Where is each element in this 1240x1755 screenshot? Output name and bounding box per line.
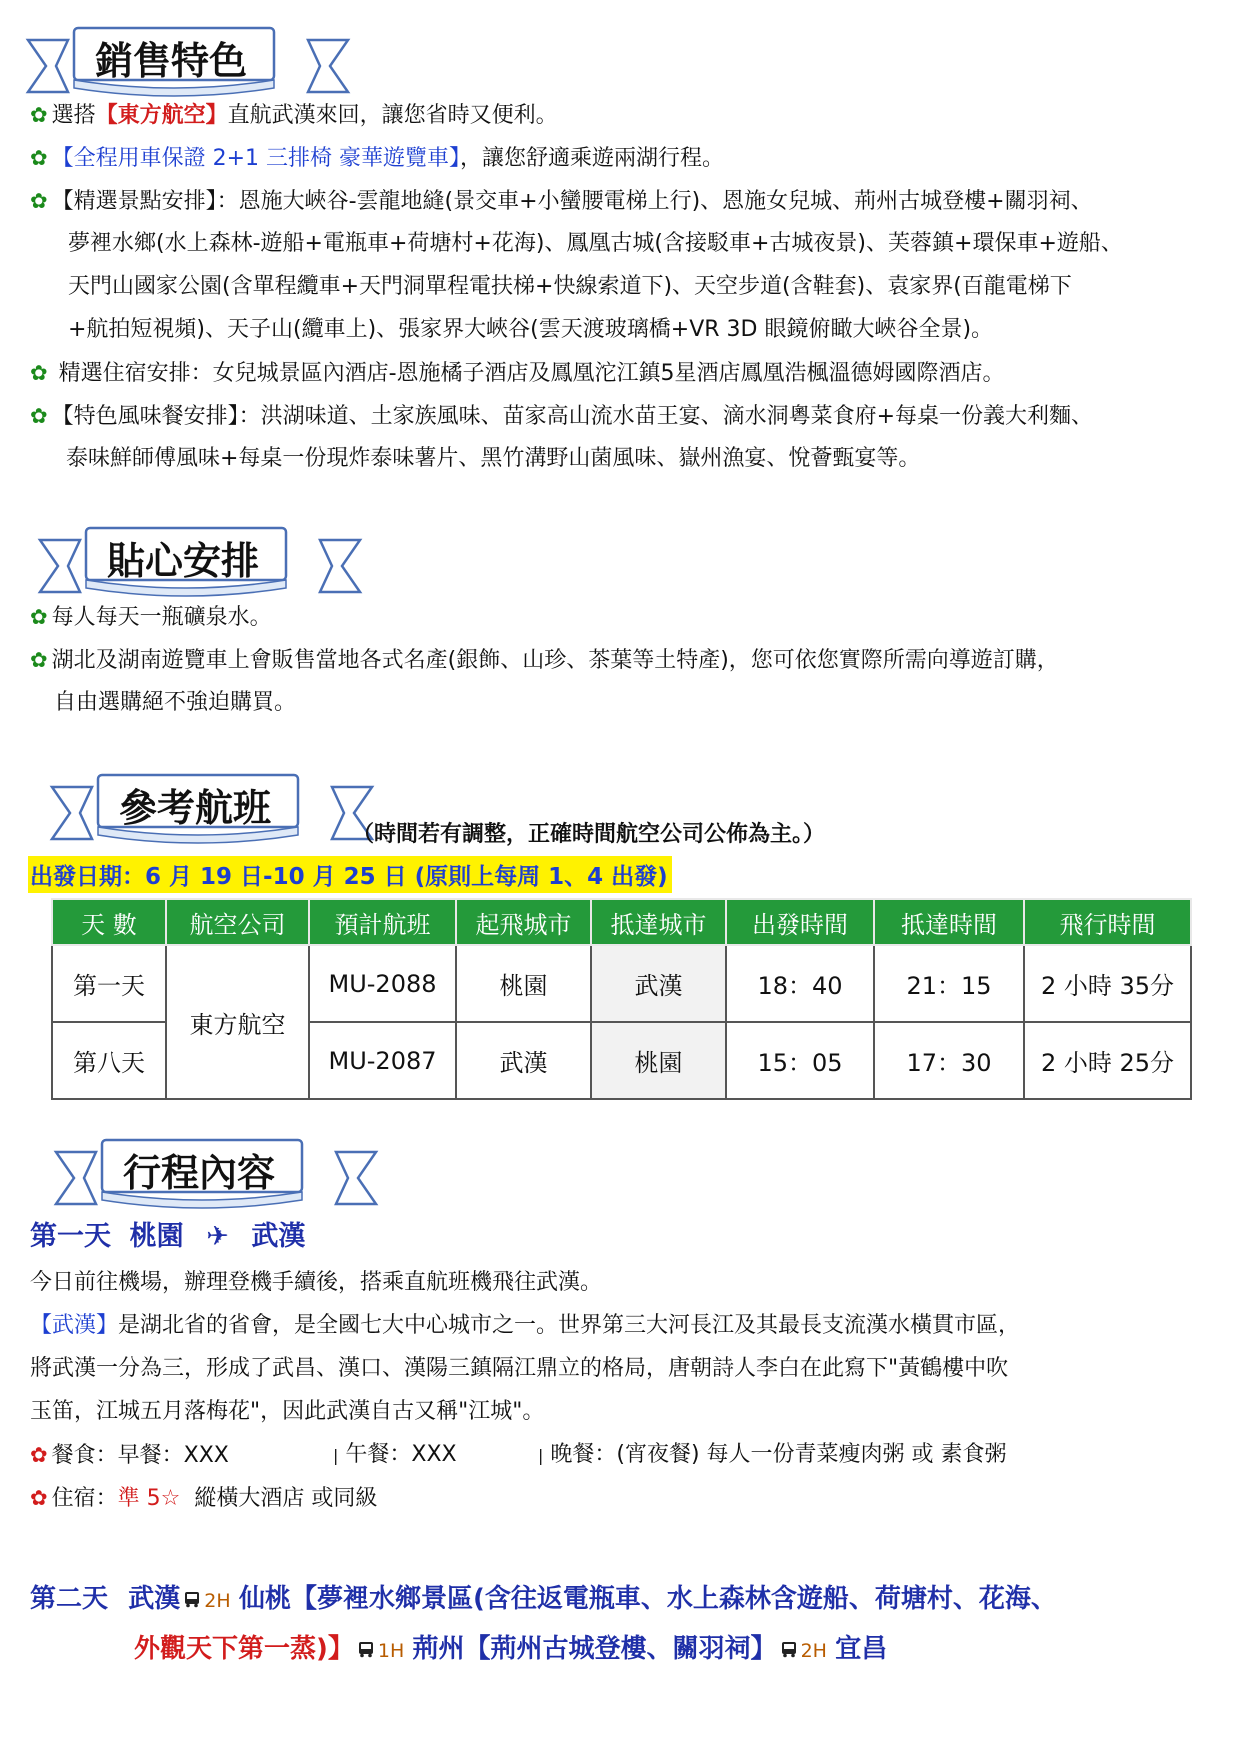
plane-icon: ✈ xyxy=(206,1221,229,1252)
cell-dep: 18：40 xyxy=(726,945,874,1022)
flower-icon: ✿ xyxy=(30,189,48,213)
table-row xyxy=(52,945,1191,1022)
list-item: ✿ 精選住宿安排：女兒城景區內酒店-恩施橘子酒店及鳳凰沱江鎮5星酒店鳳凰浩楓溫德姆國際酒店。 xyxy=(30,361,1005,386)
cell-flight: MU-2088 xyxy=(309,945,456,1022)
list-item-cont: 天門山國家公園(含單程纜車+天門洞單程電扶梯+快線索道下)、天空步道(含鞋套)、袁家界(百龍電梯下 xyxy=(68,274,1072,299)
flight-note: （時間若有調整，正確時間航空公司公佈為主。） xyxy=(352,822,826,847)
meals: ✿ 餐食：早餐：XXX xyxy=(30,1443,229,1468)
flower-icon: ✿ xyxy=(30,605,48,629)
list-item: ✿ 每人每天一瓶礦泉水。 xyxy=(30,605,272,630)
meals-dinner: | 晚餐：(宵夜餐) 每人一份青菜瘦肉粥 或 素食粥 xyxy=(538,1442,1007,1467)
flower-icon: ✿ xyxy=(30,103,48,127)
col-header: 抵達時間 xyxy=(874,899,1024,945)
bus-icon xyxy=(183,1591,201,1608)
section-title-care: 貼心安排 xyxy=(106,538,259,583)
flower-icon: ✿ xyxy=(30,648,48,672)
flight-table xyxy=(51,898,1192,1100)
flower-icon: ✿ xyxy=(30,146,48,170)
paragraph: 今日前往機場，辦理登機手續後，搭乘直航班機飛往武漢。 xyxy=(30,1270,603,1295)
list-item-cont: +航拍短視頻)、天子山(纜車上)、張家界大峽谷(雲天渡玻璃橋+VR 3D 眼鏡俯瞰大峽谷全景)。 xyxy=(68,317,994,342)
paragraph: 玉笛，江城五月落梅花"，因此武漢自古又稱"江城"。 xyxy=(30,1399,545,1424)
day2-heading: 第二天 武漢 2H 仙桃【夢裡水鄉景區(含往返電瓶車、水上森林含遊船、荷塘村、花海、 xyxy=(30,1584,1057,1614)
table-header-row xyxy=(52,899,1191,945)
section-title-itinerary: 行程內容 xyxy=(122,1150,275,1195)
bus-icon xyxy=(357,1641,375,1658)
flower-icon: ✿ xyxy=(30,1443,48,1467)
col-header: 預計航班 xyxy=(309,899,456,945)
day2-heading-cont: 外觀天下第一蒸)】 1H 荊州【荊州古城登樓、關羽祠】 2H 宜昌 xyxy=(134,1634,888,1664)
paragraph: 將武漢一分為三，形成了武昌、漢口、漢陽三鎮隔江鼎立的格局，唐朝詩人李白在此寫下"黃鶴樓中吹 xyxy=(30,1356,1009,1381)
cell-dur: 2 小時 25分 xyxy=(1024,1022,1191,1099)
hotel: ✿ 住宿：準 5☆ 縱橫大酒店 或同級 xyxy=(30,1486,378,1511)
list-item-cont: 自由選購絕不強迫購買。 xyxy=(54,690,297,715)
flower-icon: ✿ xyxy=(30,404,48,428)
col-header: 飛行時間 xyxy=(1024,899,1191,945)
cell-to: 桃園 xyxy=(591,1022,726,1099)
list-item: ✿ 【精選景點安排】：恩施大峽谷-雲龍地縫(景交車+小蠻腰電梯上行)、恩施女兒城、荊州古城登樓+關羽祠、 xyxy=(30,189,1093,214)
departure-dates: 出發日期：6 月 19 日-10 月 25 日 (原則上每周 1、4 出發) xyxy=(28,856,672,893)
meals-lunch: | 午餐：XXX xyxy=(333,1442,457,1467)
flower-icon: ✿ xyxy=(30,361,48,385)
col-header: 出發時間 xyxy=(726,899,874,945)
list-item: ✿ 【特色風味餐安排】：洪湖味道、土家族風味、苗家高山流水苗王宴、滴水洞粵菜食府+每桌一份義大利麵、 xyxy=(30,404,1094,429)
cell-from: 武漢 xyxy=(456,1022,591,1099)
cell-from: 桃園 xyxy=(456,945,591,1022)
list-item: ✿ 【全程用車保證 2+1 三排椅 豪華遊覽車】，讓您舒適乘遊兩湖行程。 xyxy=(30,146,725,171)
section-title-flights: 參考航班 xyxy=(118,785,271,830)
list-item: ✿ 選搭【東方航空】直航武漢來回，讓您省時又便利。 xyxy=(30,103,558,128)
list-item: ✿ 湖北及湖南遊覽車上會販售當地各式名產(銀飾、山珍、茶葉等土特產)，您可依您實際所需向導遊訂購， xyxy=(30,648,1059,673)
cell-arr: 17：30 xyxy=(874,1022,1024,1099)
cell-dur: 2 小時 35分 xyxy=(1024,945,1191,1022)
cell-to: 武漢 xyxy=(591,945,726,1022)
col-header: 起飛城市 xyxy=(456,899,591,945)
col-header: 抵達城市 xyxy=(591,899,726,945)
cell-dep: 15：05 xyxy=(726,1022,874,1099)
section-title-sales: 銷售特色 xyxy=(94,38,247,83)
list-item-cont: 夢裡水鄉(水上森林-遊船+電瓶車+荷塘村+花海)、鳳凰古城(含接駁車+古城夜景)、芙蓉鎮+環保車+遊船、 xyxy=(68,231,1123,256)
cell-flight: MU-2087 xyxy=(309,1022,456,1099)
cell-airline: 東方航空 xyxy=(166,945,309,1099)
day1-heading: 第一天 桃園 ✈ 武漢 xyxy=(30,1221,306,1252)
cell-day: 第一天 xyxy=(52,945,166,1022)
col-header: 航空公司 xyxy=(166,899,309,945)
cell-arr: 21：15 xyxy=(874,945,1024,1022)
bus-icon xyxy=(780,1641,798,1658)
cell-day: 第八天 xyxy=(52,1022,166,1099)
paragraph: 【武漢】是湖北省的省會，是全國七大中心城市之一。世界第三大河長江及其最長支流漢水橫貫市區， xyxy=(30,1313,1021,1338)
col-header: 天 數 xyxy=(52,899,166,945)
list-item-cont: 泰味鮮師傅風味+每桌一份現炸泰味薯片、黑竹溝野山菌風味、嶽州漁宴、悅薈甄宴等。 xyxy=(66,446,921,471)
flower-icon: ✿ xyxy=(30,1486,48,1510)
